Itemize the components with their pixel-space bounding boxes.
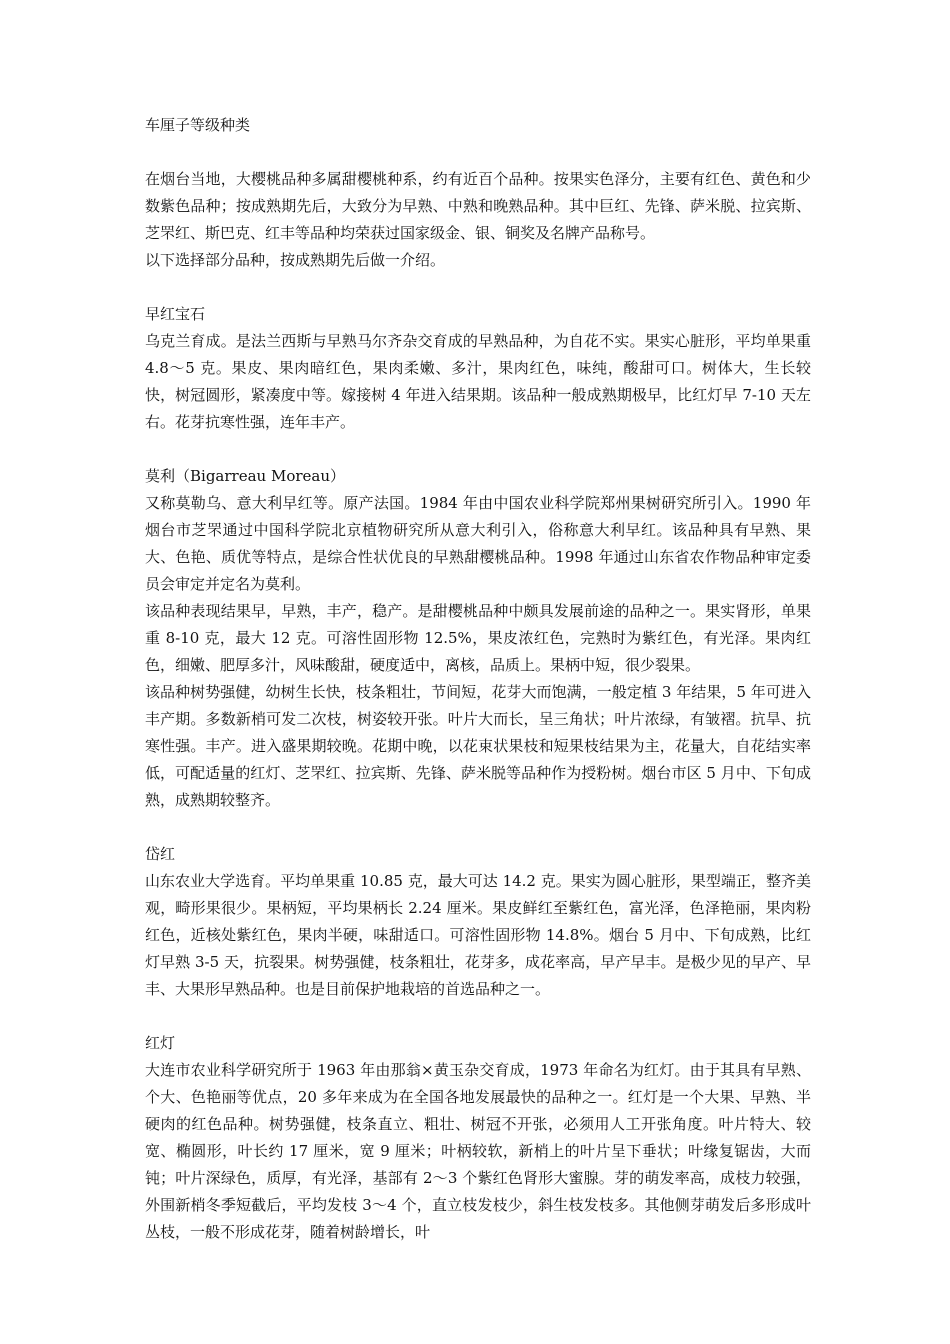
section-heading: 岱红: [145, 845, 176, 863]
variety-section-daihong: [145, 841, 811, 1003]
section-heading: 红灯: [145, 1034, 176, 1052]
section-heading: 早红宝石: [145, 305, 206, 323]
intro-paragraph: 以下选择部分品种，按成熟期先后做一介绍。: [145, 251, 446, 269]
variety-section-moli: [145, 463, 811, 814]
document-page: [145, 112, 811, 1246]
section-paragraph: 该品种表现结果早，早熟，丰产，稳产。是甜樱桃品种中颇具发展前途的品种之一。果实肾形，单果重 8-10 克，最大 12 克。可溶性固形物 12.5%，果皮浓红色，完熟时为紫红色，有光泽。果肉红色，细嫩、肥厚多汁，风味酸甜，硬度适中，离核，品质上。果柄中短，很少裂果。: [145, 602, 811, 674]
intro-paragraph: 在烟台当地，大樱桃品种多属甜樱桃种系，约有近百个品种。按果实色泽分，主要有红色、黄色和少数紫色品种；按成熟期先后，大致分为早熟、中熟和晚熟品种。其中巨红、先锋、萨米脱、拉宾斯、芝罘红、斯巴克、红丰等品种均荣获过国家级金、银、铜奖及名牌产品称号。: [145, 170, 811, 242]
variety-section-hongdeng: [145, 1030, 811, 1246]
section-paragraph: 该品种树势强健，幼树生长快，枝条粗壮，节间短，花芽大而饱满，一般定植 3 年结果，5 年可进入丰产期。多数新梢可发二次枝，树姿较开张。叶片大而长，呈三角状；叶片浓绿，有皱褶。抗旱、抗寒性强。丰产。进入盛果期较晚。花期中晚，以花束状果枝和短果枝结果为主，花量大，自花结实率低，可配适量的红灯、芝罘红、拉宾斯、先锋、萨米脱等品种作为授粉树。烟台市区 5 月中、下旬成熟，成熟期较整齐。: [145, 683, 811, 809]
spacer: [145, 274, 811, 301]
section-paragraph: 山东农业大学选育。平均单果重 10.85 克，最大可达 14.2 克。果实为圆心脏形，果型端正，整齐美观，畸形果很少。果柄短，平均果柄长 2.24 厘米。果皮鲜红至紫红色，富光泽，色泽艳丽，果肉粉红色，近核处紫红色，果肉半硬，味甜适口。可溶性固形物 14.8%。烟台 5 月中、下旬成熟，比红灯早熟 3-5 天，抗裂果。树势强健，枝条粗壮，花芽多，成花率高，早产早丰。是极少见的早产、早丰、大果形早熟品种。也是目前保护地栽培的首选品种之一。: [145, 872, 811, 998]
section-paragraph: 又称莫勒乌、意大利早红等。原产法国。1984 年由中国农业科学院郑州果树研究所引入。1990 年烟台市芝罘通过中国科学院北京植物研究所从意大利引入，俗称意大利早红。该品种具有早熟、果大、色艳、质优等特点，是综合性状优良的早熟甜樱桃品种。1998 年通过山东省农作物品种审定委员会审定并定名为莫利。: [145, 494, 811, 593]
document-title: 车厘子等级种类: [145, 116, 251, 134]
spacer: [145, 814, 811, 841]
spacer: [145, 1003, 811, 1030]
spacer: [145, 436, 811, 463]
section-paragraph: 大连市农业科学研究所于 1963 年由那翁×黄玉杂交育成，1973 年命名为红灯。由于其具有早熟、个大、色艳丽等优点，20 多年来成为在全国各地发展最快的品种之一。红灯是一个大果、早熟、半硬肉的红色品种。树势强健，枝条直立、粗壮、树冠不开张，必须用人工开张角度。叶片特大、较宽、椭圆形，叶长约 17 厘米，宽 9 厘米；叶柄较软，新梢上的叶片呈下垂状；叶缘复锯齿，大而钝；叶片深绿色，质厚，有光泽，基部有 2～3 个紫红色肾形大蜜腺。芽的萌发率高，成枝力较强，外围新梢冬季短截后，平均发枝 3～4 个，直立枝发枝少，斜生枝发枝多。其他侧芽萌发后多形成叶丛枝，一般不形成花芽，随着树龄增长，叶: [145, 1061, 811, 1241]
spacer: [145, 139, 811, 166]
section-heading: 莫利（Bigarreau Moreau）: [145, 467, 345, 485]
variety-section-zaohongbaoshi: [145, 301, 811, 436]
section-paragraph: 乌克兰育成。是法兰西斯与早熟马尔齐杂交育成的早熟品种，为自花不实。果实心脏形，平均单果重 4.8～5 克。果皮、果肉暗红色，果肉柔嫩、多汁，果肉红色，味纯，酸甜可口。树体大，生长较快，树冠圆形，紧凑度中等。嫁接树 4 年进入结果期。该品种一般成熟期极早，比红灯早 7-10 天左右。花芽抗寒性强，连年丰产。: [145, 332, 811, 431]
